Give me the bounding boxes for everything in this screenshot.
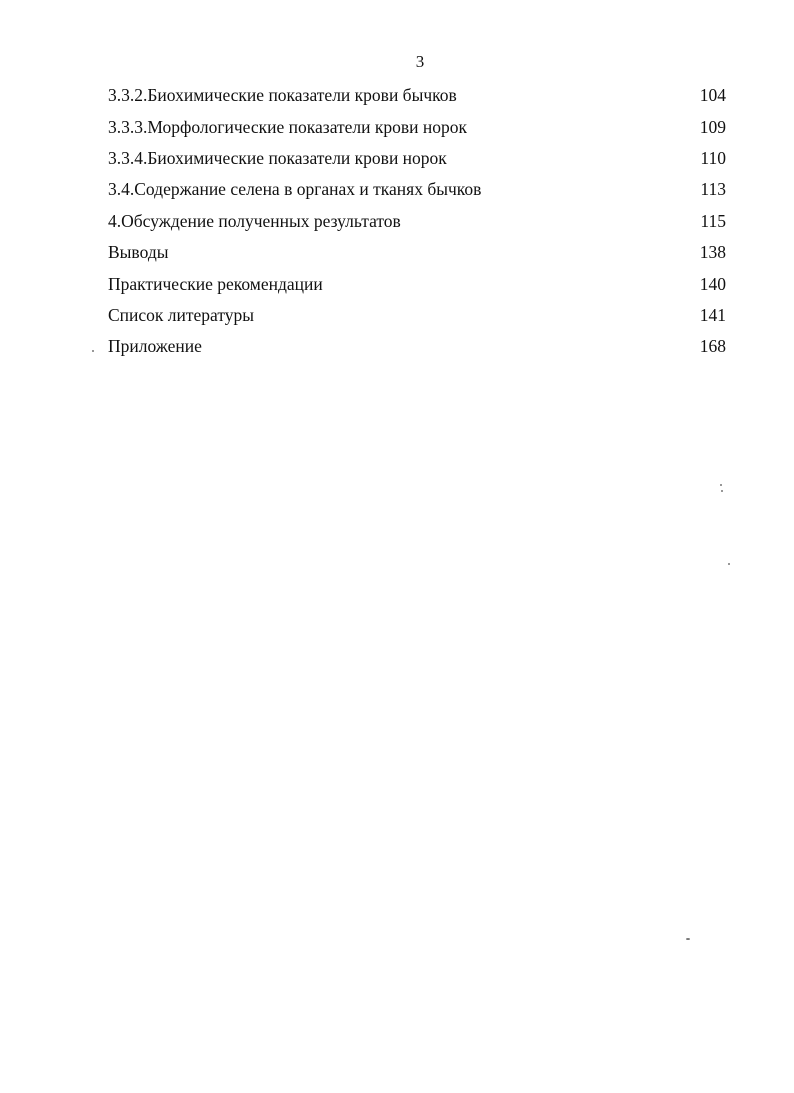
toc-entry-page: 104 [699,85,726,106]
table-of-contents [108,80,726,363]
toc-entry-title: 3.4.Содержание селена в органах и тканях бычков [108,179,482,200]
toc-entry-page: 115 [700,210,726,231]
toc-entry [108,300,726,331]
toc-entry-title: Приложение [108,336,202,357]
toc-entry [108,174,726,205]
toc-entry-title: 3.3.4.Биохимические показатели крови норок [108,147,447,168]
toc-entry-page: 140 [699,273,726,294]
toc-entry [108,206,726,237]
toc-entry-page: 113 [700,179,726,200]
toc-entry [108,143,726,174]
toc-entry [108,237,726,268]
toc-entry-page: 141 [699,304,726,325]
toc-entry-title: Выводы [108,242,169,263]
scan-speck [728,563,730,565]
page-number: 3 [415,52,425,71]
toc-entry-page: 110 [700,147,726,168]
toc-entry-title: 3.3.2.Биохимические показатели крови бычков [108,85,457,106]
toc-entry-page: 138 [699,242,726,263]
scan-speck [720,484,722,486]
toc-entry-page: 109 [699,116,726,137]
toc-entry [108,111,726,142]
scan-speck [92,350,94,352]
toc-entry-title: Список литературы [108,304,255,325]
toc-entry [108,268,726,299]
toc-entry-page: 168 [699,336,726,357]
toc-entry-title: 4.Обсуждение полученных результатов [108,210,401,231]
toc-entry-title: Практические рекомендации [108,273,323,294]
scan-speck [721,490,723,492]
toc-entry [108,80,726,111]
toc-entry [108,331,726,362]
toc-entry-title: 3.3.3.Морфологические показатели крови норок [108,116,468,137]
scan-speck [686,938,690,940]
